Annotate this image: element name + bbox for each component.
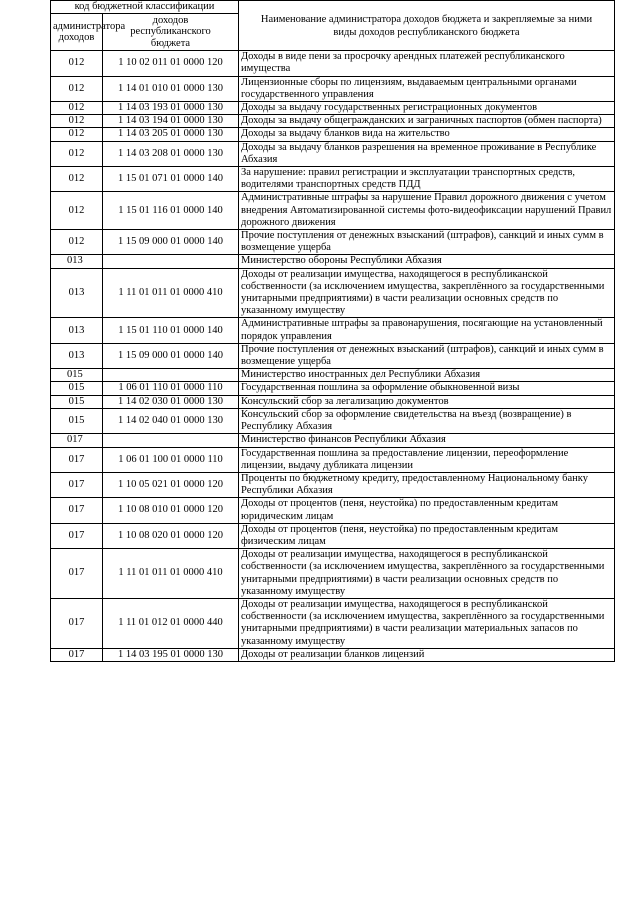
admin-code-cell: 012 bbox=[51, 141, 103, 166]
income-name-cell: Доходы от реализации бланков лицензий bbox=[239, 648, 615, 661]
income-code-cell: 1 11 01 012 01 0000 440 bbox=[103, 598, 239, 648]
income-name-cell: Доходы от процентов (пеня, неустойка) по предоставленным кредитам юридическим лицам bbox=[239, 498, 615, 523]
income-code-cell: 1 14 02 040 01 0000 130 bbox=[103, 408, 239, 433]
admin-code-cell: 013 bbox=[51, 255, 103, 268]
income-name-cell: Консульский сбор за легализацию документов bbox=[239, 395, 615, 408]
admin-code-cell: 012 bbox=[51, 192, 103, 230]
table-row bbox=[51, 102, 615, 115]
header-column-income: доходов республиканского бюджета bbox=[103, 14, 239, 51]
income-name-cell: Доходы за выдачу общегражданских и заграничных паспортов (обмен паспорта) bbox=[239, 115, 615, 128]
admin-code-cell: 017 bbox=[51, 549, 103, 599]
income-name-cell: За нарушение: правил регистрации и эксплуатации транспортных средств, водителями транспортных средств ПДД bbox=[239, 167, 615, 192]
admin-code-cell: 012 bbox=[51, 230, 103, 255]
income-code-cell: 1 14 02 030 01 0000 130 bbox=[103, 395, 239, 408]
header-column-name: Наименование администратора доходов бюджета и закрепляемые за ними виды доходов республиканского бюджета bbox=[239, 1, 615, 51]
admin-code-cell: 015 bbox=[51, 382, 103, 395]
table-section-row bbox=[51, 434, 615, 447]
table-section-row bbox=[51, 255, 615, 268]
income-code-cell: 1 15 09 000 01 0000 140 bbox=[103, 343, 239, 368]
income-name-cell: Доходы от процентов (пеня, неустойка) по предоставленным кредитам физическим лицам bbox=[239, 523, 615, 548]
income-name-cell: Доходы за выдачу бланков вида на жительство bbox=[239, 128, 615, 141]
table-row bbox=[51, 408, 615, 433]
table-row bbox=[51, 648, 615, 661]
table-row bbox=[51, 268, 615, 318]
income-code-cell: 1 15 09 000 01 0000 140 bbox=[103, 230, 239, 255]
income-code-cell: 1 06 01 110 01 0000 110 bbox=[103, 382, 239, 395]
income-code-cell: 1 14 03 193 01 0000 130 bbox=[103, 102, 239, 115]
admin-code-cell: 012 bbox=[51, 51, 103, 76]
table-row bbox=[51, 76, 615, 101]
admin-code-cell: 012 bbox=[51, 102, 103, 115]
income-name-cell: Доходы от реализации имущества, находящегося в республиканской собственности (за исключением имущества, закреплённого за государственными унитарными предприятиями) в части реализации основных средств по указанному имуществу bbox=[239, 268, 615, 318]
income-name-cell: Прочие поступления от денежных взысканий (штрафов), санкций и иных сумм в возмещение ущерба bbox=[239, 230, 615, 255]
income-code-cell: 1 10 05 021 01 0000 120 bbox=[103, 472, 239, 497]
income-code-cell bbox=[103, 255, 239, 268]
table-row bbox=[51, 167, 615, 192]
table-row bbox=[51, 523, 615, 548]
admin-code-cell: 015 bbox=[51, 408, 103, 433]
income-name-cell: Доходы от реализации имущества, находящегося в республиканской собственности (за исключением имущества, закреплённого за государственными унитарными предприятиями) в части реализации основных средств по указанному имуществу bbox=[239, 549, 615, 599]
admin-code-cell: 012 bbox=[51, 128, 103, 141]
admin-code-cell: 017 bbox=[51, 472, 103, 497]
income-code-cell: 1 15 01 116 01 0000 140 bbox=[103, 192, 239, 230]
income-code-cell: 1 11 01 011 01 0000 410 bbox=[103, 549, 239, 599]
income-name-cell: Административные штрафы за нарушение Правил дорожного движения с учетом внедрения Автоматизированной системы фото-видеофиксации нарушений Правил дорожного движения bbox=[239, 192, 615, 230]
income-code-cell bbox=[103, 369, 239, 382]
income-name-cell: Министерство иностранных дел Республики Абхазия bbox=[239, 369, 615, 382]
table-row bbox=[51, 318, 615, 343]
table-row bbox=[51, 141, 615, 166]
income-code-cell: 1 14 03 195 01 0000 130 bbox=[103, 648, 239, 661]
income-name-cell: Консульский сбор за оформление свидетельства на въезд (возвращение) в Республику Абхазия bbox=[239, 408, 615, 433]
table-row bbox=[51, 447, 615, 472]
table-row bbox=[51, 549, 615, 599]
admin-code-cell: 015 bbox=[51, 369, 103, 382]
income-name-cell: Доходы в виде пени за просрочку арендных платежей республиканского имущества bbox=[239, 51, 615, 76]
income-code-cell: 1 10 08 010 01 0000 120 bbox=[103, 498, 239, 523]
income-code-cell: 1 14 03 208 01 0000 130 bbox=[103, 141, 239, 166]
table-row bbox=[51, 472, 615, 497]
table-row bbox=[51, 230, 615, 255]
header-row-top bbox=[51, 1, 615, 14]
admin-code-cell: 013 bbox=[51, 343, 103, 368]
admin-code-cell: 017 bbox=[51, 523, 103, 548]
table-row bbox=[51, 192, 615, 230]
budget-classification-table bbox=[50, 0, 615, 662]
income-name-cell: Прочие поступления от денежных взысканий (штрафов), санкций и иных сумм в возмещение ущерба bbox=[239, 343, 615, 368]
admin-code-cell: 012 bbox=[51, 115, 103, 128]
income-code-cell: 1 06 01 100 01 0000 110 bbox=[103, 447, 239, 472]
income-name-cell: Министерство обороны Республики Абхазия bbox=[239, 255, 615, 268]
table-row bbox=[51, 51, 615, 76]
admin-code-cell: 017 bbox=[51, 648, 103, 661]
table-row bbox=[51, 343, 615, 368]
income-code-cell: 1 10 08 020 01 0000 120 bbox=[103, 523, 239, 548]
income-code-cell bbox=[103, 434, 239, 447]
table-row bbox=[51, 128, 615, 141]
table-row bbox=[51, 598, 615, 648]
admin-code-cell: 015 bbox=[51, 395, 103, 408]
income-name-cell: Проценты по бюджетному кредиту, предоставленному Национальному банку Республики Абхазия bbox=[239, 472, 615, 497]
admin-code-cell: 017 bbox=[51, 447, 103, 472]
income-name-cell: Государственная пошлина за предоставление лицензии, переоформление лицензии, выдачу дубликата лицензии bbox=[239, 447, 615, 472]
admin-code-cell: 013 bbox=[51, 318, 103, 343]
admin-code-cell: 017 bbox=[51, 498, 103, 523]
admin-code-cell: 017 bbox=[51, 598, 103, 648]
admin-code-cell: 012 bbox=[51, 76, 103, 101]
income-code-cell: 1 14 03 194 01 0000 130 bbox=[103, 115, 239, 128]
income-code-cell: 1 15 01 110 01 0000 140 bbox=[103, 318, 239, 343]
table-body bbox=[51, 51, 615, 662]
table-row bbox=[51, 382, 615, 395]
table-row bbox=[51, 115, 615, 128]
table-row bbox=[51, 498, 615, 523]
income-code-cell: 1 11 01 011 01 0000 410 bbox=[103, 268, 239, 318]
income-code-cell: 1 14 01 010 01 0000 130 bbox=[103, 76, 239, 101]
income-code-cell: 1 15 01 071 01 0000 140 bbox=[103, 167, 239, 192]
income-code-cell: 1 10 02 011 01 0000 120 bbox=[103, 51, 239, 76]
admin-code-cell: 017 bbox=[51, 434, 103, 447]
income-code-cell: 1 14 03 205 01 0000 130 bbox=[103, 128, 239, 141]
income-name-cell: Доходы за выдачу бланков разрешения на временное проживание в Республике Абхазия bbox=[239, 141, 615, 166]
income-name-cell: Административные штрафы за правонарушения, посягающие на установленный порядок управления bbox=[239, 318, 615, 343]
income-name-cell: Государственная пошлина за оформление обыкновенной визы bbox=[239, 382, 615, 395]
header-group-title: код бюджетной классификации bbox=[51, 1, 239, 14]
table-row bbox=[51, 395, 615, 408]
table-section-row bbox=[51, 369, 615, 382]
income-name-cell: Доходы от реализации имущества, находящегося в республиканской собственности (за исключением имущества, закреплённого за государственными унитарными предприятиями) в части реализации материальных запасов по указанному имуществу bbox=[239, 598, 615, 648]
income-name-cell: Министерство финансов Республики Абхазия bbox=[239, 434, 615, 447]
income-name-cell: Доходы за выдачу государственных регистрационных документов bbox=[239, 102, 615, 115]
admin-code-cell: 013 bbox=[51, 268, 103, 318]
income-name-cell: Лицензионные сборы по лицензиям, выдаваемым центральными органами государственного управления bbox=[239, 76, 615, 101]
header-column-admin: администратора доходов bbox=[51, 14, 103, 51]
admin-code-cell: 012 bbox=[51, 167, 103, 192]
